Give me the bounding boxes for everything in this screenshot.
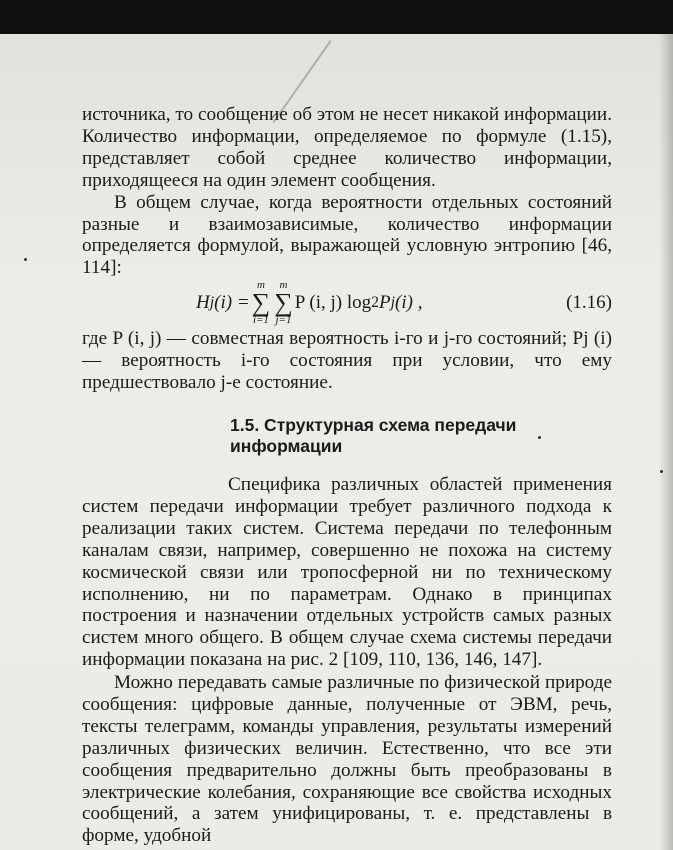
formula-lhs-subscript: j	[209, 294, 215, 311]
sigma-symbol: ∑	[274, 288, 293, 317]
text-block-specific	[82, 474, 612, 671]
sum-over-i	[252, 280, 271, 326]
text-block-top	[82, 104, 612, 279]
page-right-edge-shadow	[659, 34, 673, 850]
formula-term-joint: P (i, j) log	[294, 292, 372, 313]
formula-term-subscript: j	[390, 294, 396, 311]
paragraph-where: где P (i, j) — совместная вероятность i-го и j-го состояний; Pj (i) — вероятность i-го состояния при условии, что ему предшествовало j-е состояние.	[82, 328, 612, 393]
sigma-symbol: ∑	[251, 288, 271, 317]
sum-upper-limit: m	[256, 279, 265, 291]
paragraph-specific: Специфика различных областей применения систем передачи информации требует различного подхода к реализации таких систем. Система передачи по телефонным каналам связи, например, совершенно не похожа на систему космической связи или тропосферной ни по техническому исполнению, ни по параметрам. Однако в принципах построения и назначении отдельных устройств самых разных систем много общего. В общем случае схема системы передачи информации показана на рис. 2 [109, 110, 136, 146, 147].	[82, 474, 612, 671]
text-block-where	[82, 328, 612, 394]
formula-term-argument: (i) ,	[395, 292, 423, 313]
text-block-messages	[82, 672, 612, 847]
sum-lower-limit: i=1	[252, 314, 269, 326]
paragraph-general-case: В общем случае, когда вероятности отдельных состояний разные и взаимозависимые, количество информации определяется формулой, выражающей условную энтропию [46, 114]:	[82, 191, 612, 279]
scan-speck	[24, 258, 27, 261]
scan-top-band	[0, 0, 673, 34]
section-heading: 1.5. Структурная схема передачи информации	[230, 415, 517, 456]
sum-upper-limit: m	[279, 279, 288, 291]
formula-lhs: H	[196, 292, 210, 313]
formula-lhs-argument: (i) =	[214, 292, 250, 313]
equation-number: (1.16)	[566, 292, 612, 313]
paragraph-messages: Можно передавать самые различные по физической природе сообщения: цифровые данные, полученные от ЭВМ, речь, тексты телеграмм, команды управления, результаты измерений различных физических величин. Естественно, что все эти сообщения предварительно должны быть преобразованы в электрические колебания, сохраняющие все свойства исходных сообщений, а затем унифицированы, т. е. представлены в форме, удобной	[82, 672, 612, 847]
log-base: 2	[371, 294, 380, 311]
formula-1-16	[196, 280, 616, 326]
scan-speck	[660, 470, 663, 473]
formula-term-conditional: P	[379, 292, 391, 313]
sum-lower-limit: j=1	[275, 314, 292, 326]
sum-over-j	[274, 280, 293, 326]
paragraph-continuation: источника, то сообщение об этом не несет никакой информации. Количество информации, определяемое по формуле (1.15), представляет собой среднее количество информации, приходящееся на один элемент сообщения.	[82, 104, 612, 191]
